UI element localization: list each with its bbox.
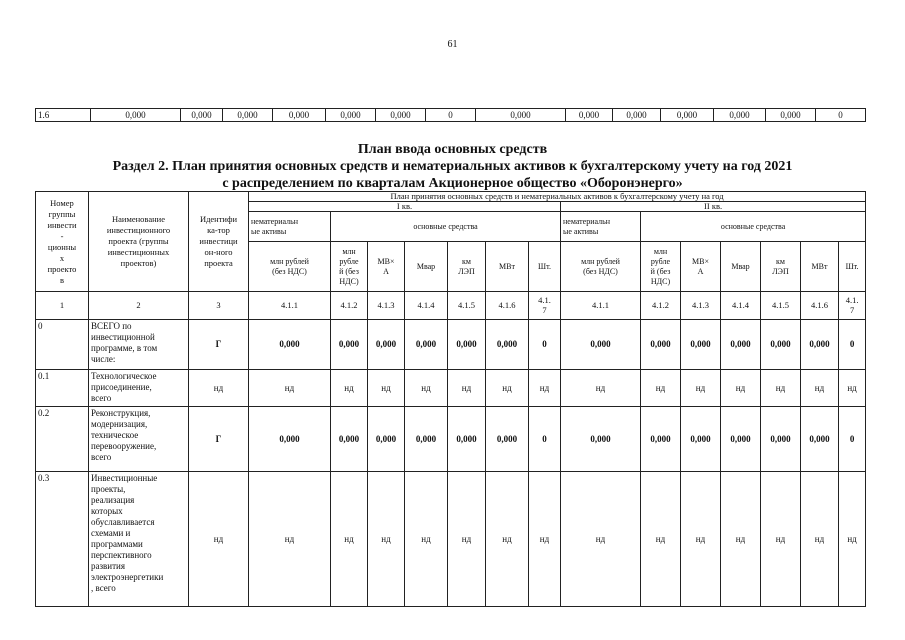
header-code: 4.1.3: [681, 292, 721, 320]
header-q1-unit-fixed-mln-rub: млн рубле й (без НДС): [331, 242, 368, 292]
header-code: 4.1.4: [721, 292, 761, 320]
value-cell: 0,000: [641, 407, 681, 472]
previous-table-continuation: [35, 108, 866, 122]
header-code: 4.1.2: [331, 292, 368, 320]
value-cell: 0,000: [761, 320, 801, 370]
value-cell: нд: [368, 370, 405, 407]
header-quarter-1: I кв.: [249, 202, 561, 212]
value-cell: нд: [641, 472, 681, 607]
value-cell: нд: [448, 472, 486, 607]
header-code: 4.1.1: [249, 292, 331, 320]
value-cell: 0: [426, 109, 476, 122]
plan-table: [35, 191, 866, 607]
project-identifier: нд: [189, 472, 249, 607]
value-cell: 0,000: [448, 320, 486, 370]
value-cell: 0,000: [561, 320, 641, 370]
value-cell: 0,000: [721, 407, 761, 472]
project-name: Технологическое присоединение, всего: [89, 370, 189, 407]
header-code: 4.1. 7: [529, 292, 561, 320]
value-cell: нд: [561, 472, 641, 607]
table-row: [36, 320, 866, 370]
header-row-plan: [36, 192, 866, 202]
value-cell: 0,000: [641, 320, 681, 370]
header-q1-intangible-assets: нематериальн ые активы: [249, 212, 331, 242]
header-q1-unit-pcs: Шт.: [529, 242, 561, 292]
value-cell: 0,000: [681, 407, 721, 472]
row-number: 0: [36, 320, 89, 370]
table-row: [36, 407, 866, 472]
value-cell: 0,000: [376, 109, 426, 122]
value-cell: нд: [761, 472, 801, 607]
header-q1-unit-mva: МВ× А: [368, 242, 405, 292]
table-row: [36, 109, 866, 122]
header-q2-unit-intangible-mln-rub: млн рублей (без НДС): [561, 242, 641, 292]
table-row: [36, 370, 866, 407]
header-code: 4.1. 7: [839, 292, 866, 320]
header-identifier: Идентифи ка-тор инвестици он-ного проекта: [189, 192, 249, 292]
header-q2-unit-fixed-mln-rub: млн рубле й (без НДС): [641, 242, 681, 292]
header-q2-unit-pcs: Шт.: [839, 242, 866, 292]
header-code: 4.1.6: [801, 292, 839, 320]
value-cell: нд: [448, 370, 486, 407]
header-code: 4.1.6: [486, 292, 529, 320]
value-cell: 0,000: [249, 320, 331, 370]
value-cell: 0,000: [448, 407, 486, 472]
value-cell: 0: [839, 407, 866, 472]
header-group-number: Номер группы инвести - ционны х проекто в: [36, 192, 89, 292]
value-cell: нд: [561, 370, 641, 407]
project-name: Реконструкция, модернизация, техническое перевооружение, всего: [89, 407, 189, 472]
value-cell: 0,000: [476, 109, 566, 122]
header-q1-fixed-assets: основные средства: [331, 212, 561, 242]
value-cell: 0,000: [273, 109, 326, 122]
value-cell: 0: [839, 320, 866, 370]
value-cell: 0,000: [613, 109, 661, 122]
value-cell: нд: [368, 472, 405, 607]
header-q2-unit-mvar: Мвар: [721, 242, 761, 292]
header-row-column-codes: [36, 292, 866, 320]
value-cell: 0,000: [486, 407, 529, 472]
value-cell: нд: [721, 472, 761, 607]
value-cell: 0,000: [181, 109, 223, 122]
value-cell: 0,000: [801, 407, 839, 472]
header-q1-unit-mw: МВт: [486, 242, 529, 292]
value-cell: 0,000: [249, 407, 331, 472]
header-code: 4.1.5: [761, 292, 801, 320]
value-cell: 0,000: [681, 320, 721, 370]
value-cell: нд: [839, 370, 866, 407]
value-cell: 0,000: [761, 407, 801, 472]
row-number: 0.1: [36, 370, 89, 407]
value-cell: 0,000: [223, 109, 273, 122]
header-code: 3: [189, 292, 249, 320]
value-cell: нд: [405, 370, 448, 407]
value-cell: 0,000: [368, 407, 405, 472]
header-code: 1: [36, 292, 89, 320]
header-code: 2: [89, 292, 189, 320]
header-code: 4.1.2: [641, 292, 681, 320]
header-q2-unit-km-line: км ЛЭП: [761, 242, 801, 292]
value-cell: нд: [331, 370, 368, 407]
value-cell: нд: [761, 370, 801, 407]
value-cell: нд: [801, 370, 839, 407]
heading: План ввода основных средств: [357, 142, 548, 157]
value-cell: нд: [249, 370, 331, 407]
project-name: ВСЕГО по инвестиционной программе, в том числе:: [89, 320, 189, 370]
value-cell: 0: [529, 320, 561, 370]
project-identifier: Г: [189, 320, 249, 370]
project-name: Инвестиционные проекты, реализация которых обуславливается схемами и программами перспективного развития электроэнергетики , всего: [89, 472, 189, 607]
project-identifier: Г: [189, 407, 249, 472]
value-cell: 0,000: [405, 320, 448, 370]
section-title: Раздел 2. План принятия основных средств и нематериальных активов к бухгалтерскому учету на год 2021: [112, 159, 793, 174]
header-q2-fixed-assets: основные средства: [641, 212, 866, 242]
value-cell: нд: [721, 370, 761, 407]
document-titles: [0, 141, 905, 192]
project-identifier: нд: [189, 370, 249, 407]
header-q1-unit-km-line: км ЛЭП: [448, 242, 486, 292]
row-number: 0.3: [36, 472, 89, 607]
value-cell: 0: [529, 407, 561, 472]
header-q2-unit-mw: МВт: [801, 242, 839, 292]
value-cell: 0,000: [368, 320, 405, 370]
value-cell: 0: [816, 109, 866, 122]
value-cell: нд: [486, 370, 529, 407]
value-cell: нд: [249, 472, 331, 607]
subtitle: с распределением по кварталам Акционерное общество «Оборонэнерго»: [222, 176, 683, 191]
value-cell: 0,000: [331, 320, 368, 370]
header-plan: План принятия основных средств и нематериальных активов к бухгалтерскому учету на год: [249, 192, 866, 202]
header-code: 4.1.5: [448, 292, 486, 320]
table-row: [36, 472, 866, 607]
value-cell: 0,000: [801, 320, 839, 370]
header-q1-unit-mvar: Мвар: [405, 242, 448, 292]
value-cell: нд: [405, 472, 448, 607]
value-cell: 0,000: [331, 407, 368, 472]
value-cell: 0,000: [721, 320, 761, 370]
value-cell: нд: [529, 370, 561, 407]
header-q2-intangible-assets: нематериальн ые активы: [561, 212, 641, 242]
header-q1-unit-intangible-mln-rub: млн рублей (без НДС): [249, 242, 331, 292]
value-cell: нд: [331, 472, 368, 607]
value-cell: 0,000: [566, 109, 613, 122]
value-cell: нд: [801, 472, 839, 607]
row-number: 0.2: [36, 407, 89, 472]
value-cell: нд: [681, 472, 721, 607]
value-cell: нд: [681, 370, 721, 407]
header-code: 4.1.1: [561, 292, 641, 320]
value-cell: 0,000: [661, 109, 714, 122]
value-cell: 0,000: [714, 109, 766, 122]
value-cell: нд: [486, 472, 529, 607]
value-cell: 0,000: [486, 320, 529, 370]
header-quarter-2: II кв.: [561, 202, 866, 212]
row-number: 1.6: [36, 109, 91, 122]
value-cell: нд: [839, 472, 866, 607]
page-number: 61: [447, 39, 458, 50]
value-cell: 0,000: [91, 109, 181, 122]
header-code: 4.1.3: [368, 292, 405, 320]
value-cell: 0,000: [405, 407, 448, 472]
value-cell: нд: [529, 472, 561, 607]
value-cell: 0,000: [766, 109, 816, 122]
value-cell: 0,000: [326, 109, 376, 122]
header-q2-unit-mva: МВ× А: [681, 242, 721, 292]
value-cell: нд: [641, 370, 681, 407]
header-project-name: Наименование инвестиционного проекта (группы инвестиционных проектов): [89, 192, 189, 292]
header-code: 4.1.4: [405, 292, 448, 320]
value-cell: 0,000: [561, 407, 641, 472]
